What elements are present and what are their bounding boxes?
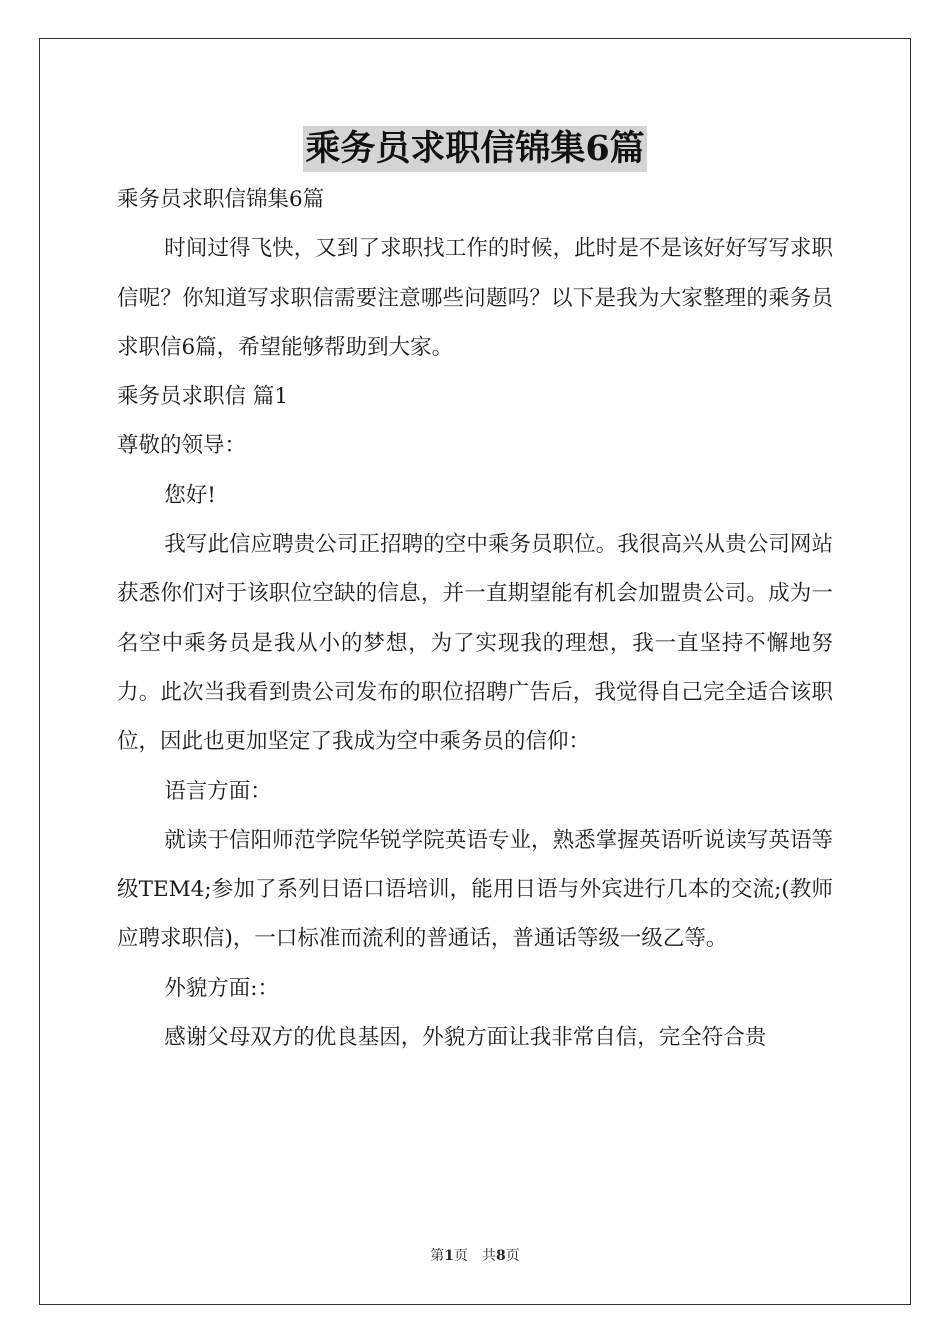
greeting: 您好! <box>164 482 216 508</box>
footer-page-total: 8 <box>496 1248 506 1264</box>
salutation: 尊敬的领导： <box>117 433 247 459</box>
paragraph: 语言方面： <box>164 778 272 804</box>
footer-mid: 页 共 <box>454 1248 496 1264</box>
footer-prefix: 第 <box>430 1248 445 1264</box>
paragraph: 外貌方面:： <box>164 975 280 1001</box>
page-footer <box>0 1245 950 1265</box>
footer-suffix: 页 <box>505 1248 520 1264</box>
document-title: 乘务员求职信锦集6篇 <box>303 126 646 172</box>
section-heading: 乘务员求职信 篇1 <box>117 384 289 410</box>
document-body <box>117 175 833 1062</box>
paragraph: 感谢父母双方的优良基因，外貌方面让我非常自信，完全符合贵 <box>164 1025 767 1051</box>
paragraph: 时间过得飞快，又到了求职找工作的时候，此时是不是该好好写写求职信呢？你知道写求职信需要注意哪些问题吗？以下是我为大家整理的乘务员求职信6篇，希望能够帮助到大家。 <box>117 236 833 360</box>
paragraph: 我写此信应聘贵公司正招聘的空中乘务员职位。我很高兴从贵公司网站获悉你们对于该职位空缺的信息，并一直期望能有机会加盟贵公司。成为一名空中乘务员是我从小的梦想，为了实现我的理想，我一直坚持不懈地努力。此次当我看到贵公司发布的职位招聘广告后，我觉得自己完全适合该职位，因此也更加坚定了我成为空中乘务员的信仰： <box>117 532 833 755</box>
paragraph: 乘务员求职信锦集6篇 <box>117 187 325 212</box>
footer-page-current: 1 <box>444 1248 454 1264</box>
title-container <box>0 126 950 172</box>
paragraph: 就读于信阳师范学院华锐学院英语专业，熟悉掌握英语听说读写英语等级TEM4;参加了系列日语口语培训，能用日语与外宾进行几本的交流;(教师应聘求职信)，一口标准而流利的普通话，普通话等级一级乙等。 <box>117 827 833 952</box>
